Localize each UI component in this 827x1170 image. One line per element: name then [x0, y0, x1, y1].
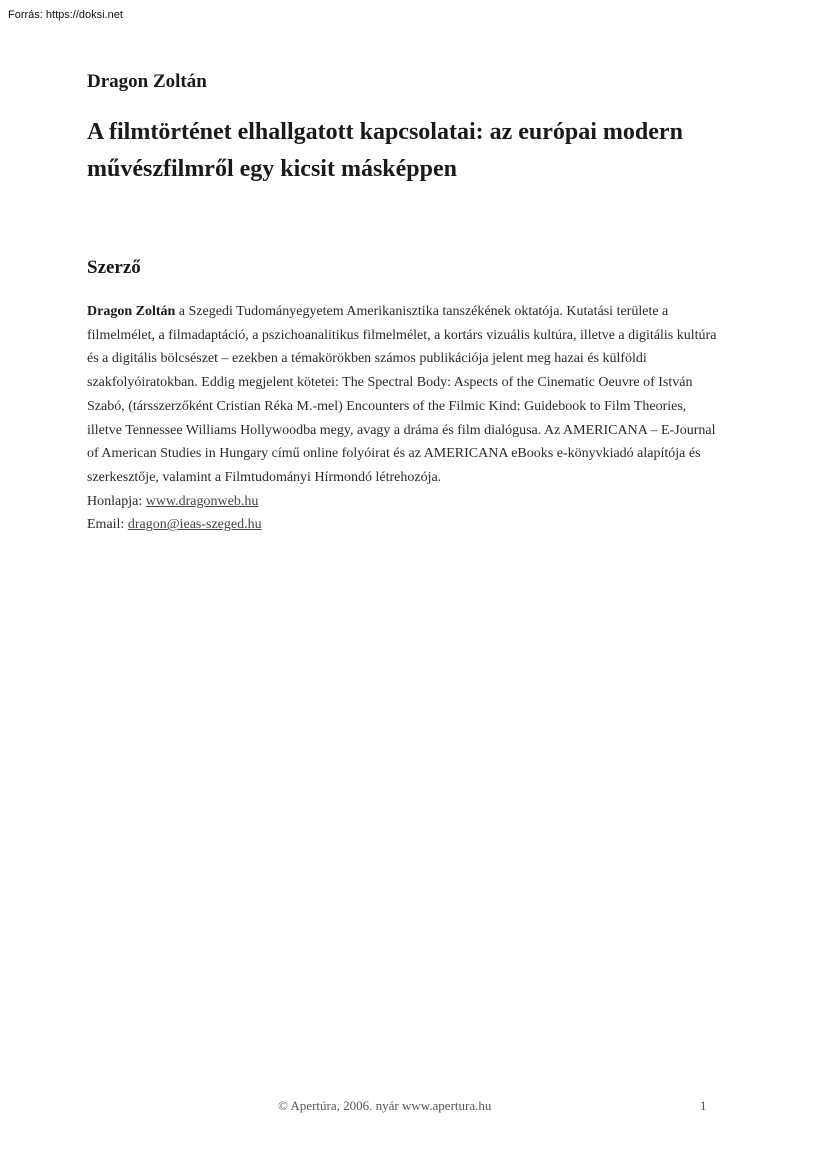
- author-bio: [87, 300, 719, 490]
- footer-text: © Apertúra, 2006. nyár www.apertura.hu: [278, 1098, 492, 1113]
- email-label: Email:: [87, 517, 128, 533]
- document-title: A filmtörténet elhallgatott kapcsolatai: az európai modern művészfilmről egy kicsit másképpen: [87, 119, 683, 182]
- bio-author-name: Dragon Zoltán: [87, 304, 176, 319]
- page-number: 1: [700, 1098, 707, 1113]
- homepage-line: [87, 490, 727, 514]
- homepage-link[interactable]: www.dragonweb.hu: [145, 493, 259, 509]
- email-line: [87, 513, 727, 537]
- homepage-label: Honlapja:: [87, 493, 146, 509]
- author-section-heading: Szerző: [87, 257, 141, 278]
- source-note: Forrás: https://doksi.net: [8, 9, 123, 21]
- document-content: [87, 70, 727, 537]
- email-link[interactable]: dragon@ieas-szeged.hu: [127, 517, 262, 533]
- bio-text: a Szegedi Tudományegyetem Amerikanisztika tanszékének oktatója. Kutatási területe a filmelmélet, a filmadaptáció, a pszichoanalitikus filmelmélet, a kortárs vizuális kultúra, illetve a digitális kultúra és a digitális bölcsészet – ezekben a témakörökben számos publikációja jelent meg hazai és külföldi szakfolyóiratokban. Eddig megjelent kötetei: The Spectral Body: Aspects of the Cinematic Oeuvre of István Szabó, (társszerzőként Cristian Réka M.-mel) Encounters of the Filmic Kind: Guidebook to Film Theories, illetve Tennessee Williams Hollywoodba megy, avagy a dráma és film dialógusa. Az AMERICANA – E-Journal of American Studies in Hungary című online folyóirat és az AMERICANA eBooks e-könyvkiadó alapítója és szerkesztője, valamint a Filmtudományi Hírmondó létrehozója.: [87, 304, 717, 485]
- author-name: Dragon Zoltán: [87, 71, 207, 92]
